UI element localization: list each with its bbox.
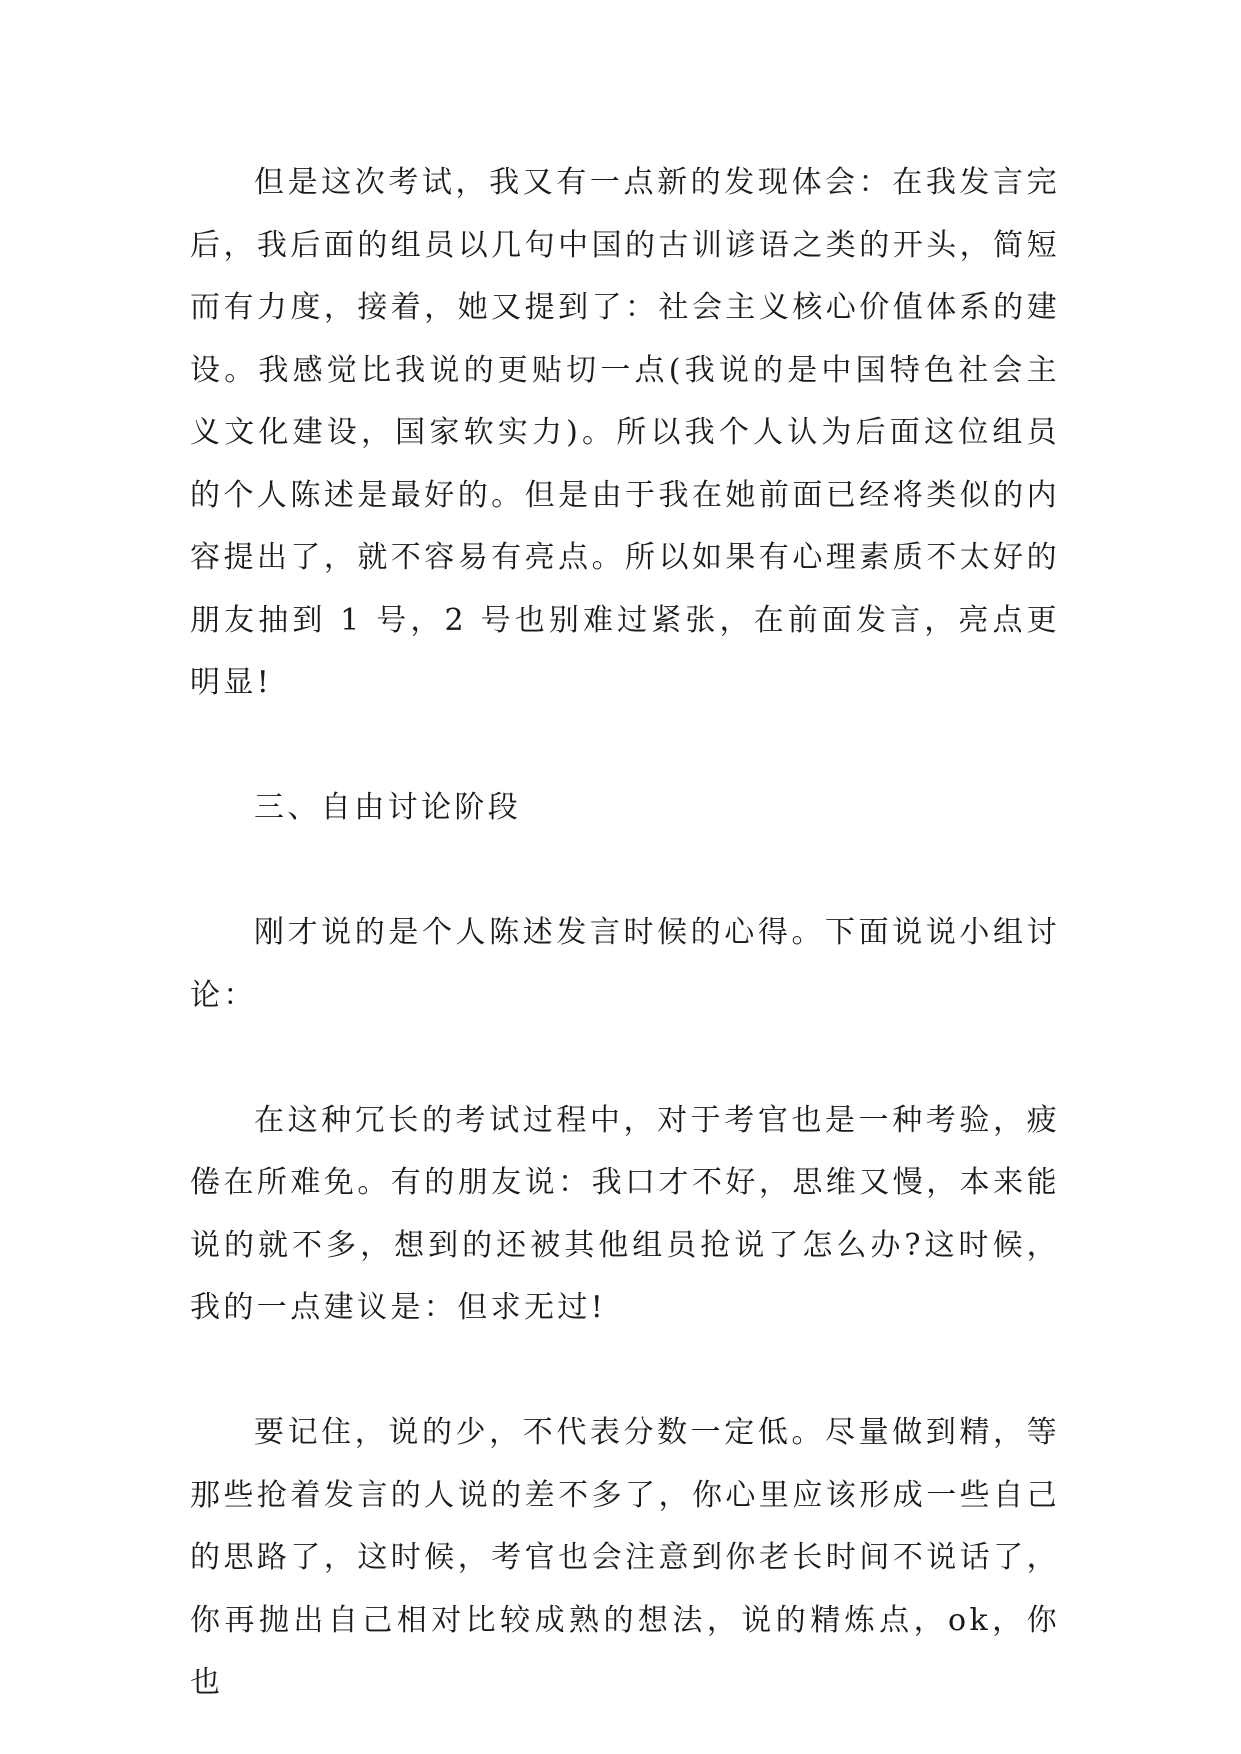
paragraph-advice: 在这种冗长的考试过程中，对于考官也是一种考验，疲倦在所难免。有的朋友说：我口才不好，思维又慢，本来能说的就不多，想到的还被其他组员抢说了怎么办?这时候，我的一点建议是：但求无过! [190, 1102, 1060, 1325]
paragraph-gap [190, 1340, 1060, 1403]
paragraph-experience: 但是这次考试，我又有一点新的发现体会：在我发言完后，我后面的组员以几句中国的古训谚语之类的开头，简短而有力度，接着，她又提到了：社会主义核心价值体系的建设。我感觉比我说的更贴切一点(我说的是中国特色社会主义文化建设，国家软实力)。所以我个人认为后面这位组员的个人陈述是最好的。但是由于我在她前面已经将类似的内容提出了，就不容易有亮点。所以如果有心理素质不太好的朋友抽到 1 号，2 号也别难过紧张，在前面发言，亮点更明显! [190, 165, 1060, 700]
document-body [190, 152, 1060, 1715]
paragraph-gap [190, 840, 1060, 903]
paragraph-intro-discussion: 刚才说的是个人陈述发言时候的心得。下面说说小组讨论： [190, 915, 1060, 1013]
paragraph-gap [190, 1027, 1060, 1090]
paragraph-remember: 要记住，说的少，不代表分数一定低。尽量做到精，等那些抢着发言的人说的差不多了，你心里应该形成一些自己的思路了，这时候，考官也会注意到你老长时间不说话了，你再抛出自己相对比较成熟的想法，说的精炼点，ok，你也 [190, 1415, 1060, 1700]
section-heading-free-discussion: 三、自由讨论阶段 [254, 790, 522, 825]
paragraph-gap [190, 715, 1060, 778]
